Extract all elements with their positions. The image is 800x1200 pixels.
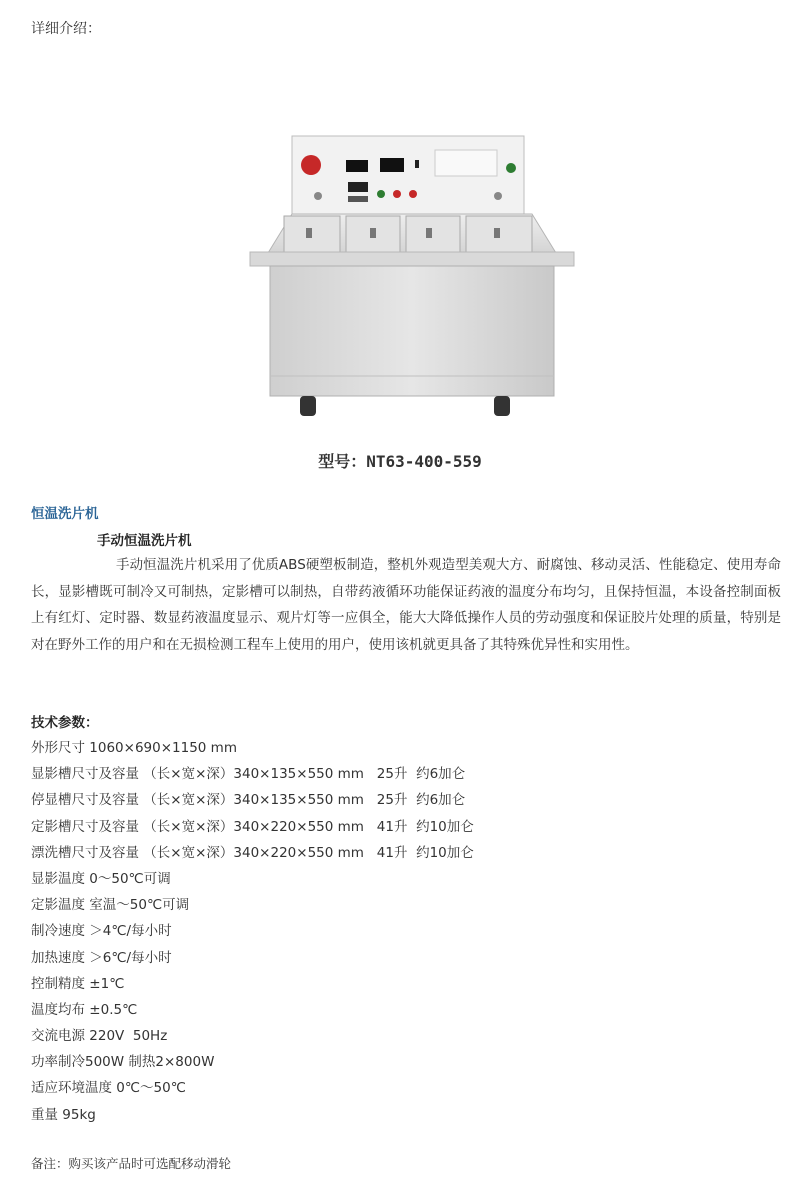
product-photo (240, 128, 580, 423)
params-list (31, 735, 474, 1128)
params-heading: 技术参数： (31, 715, 99, 731)
param-item: 适应环境温度 0℃～50℃ (31, 1080, 186, 1097)
param-item: 定影温度 室温～50℃可调 (31, 897, 190, 914)
param-item: 交流电源 220V 50Hz (31, 1028, 168, 1045)
param-item: 定影槽尺寸及容量 （长×宽×深）340×220×550 mm 41升 约10加仑 (31, 818, 474, 835)
param-item: 制冷速度 ＞4℃/每小时 (31, 923, 172, 940)
param-item: 功率制冷500W 制热2×800W (31, 1054, 215, 1071)
param-item: 停显槽尺寸及容量 （长×宽×深）340×135×550 mm 25升 约6加仑 (31, 792, 466, 809)
param-item: 重量 95kg (31, 1106, 96, 1123)
param-item: 显影温度 0～50℃可调 (31, 870, 171, 887)
param-item: 显影槽尺寸及容量 （长×宽×深）340×135×550 mm 25升 约6加仑 (31, 766, 466, 783)
param-item: 温度均布 ±0.5℃ (31, 1001, 138, 1018)
product-description: 手动恒温洗片机采用了优质ABS硬塑板制造，整机外观造型美观大方、耐腐蚀、移动灵活、性能稳定、使用寿命长，显影槽既可制冷又可制热，定影槽可以制热，自带药液循环功能保证药液的温度分布均匀，且保持恒温，本设备控制面板上有红灯、定时器、数显药液温度显示、观片灯等一应俱全，能大大降低操作人员的劳动强度和保证胶片处理的质量，特别是对在野外工作的用户和在无损检测工程车上使用的用户，使用该机就更具备了其特殊优异性和实用性。 (31, 557, 781, 653)
model-number: 型号：NT63-400-559 (318, 452, 482, 471)
intro-label: 详细介绍： (31, 21, 101, 37)
param-item: 外形尺寸 1060×690×1150 mm (31, 740, 237, 756)
param-item: 加热速度 ＞6℃/每小时 (31, 949, 172, 966)
param-item: 漂洗槽尺寸及容量 （长×宽×深）340×220×550 mm 41升 约10加仑 (31, 844, 474, 861)
param-item: 控制精度 ±1℃ (31, 975, 125, 992)
section-title: 恒温洗片机 (31, 506, 99, 522)
purchase-note: 备注：购买该产品时可选配移动滑轮 (31, 1156, 232, 1171)
red-lamp-icon (301, 155, 321, 175)
product-title: 手动恒温洗片机 (97, 533, 192, 549)
